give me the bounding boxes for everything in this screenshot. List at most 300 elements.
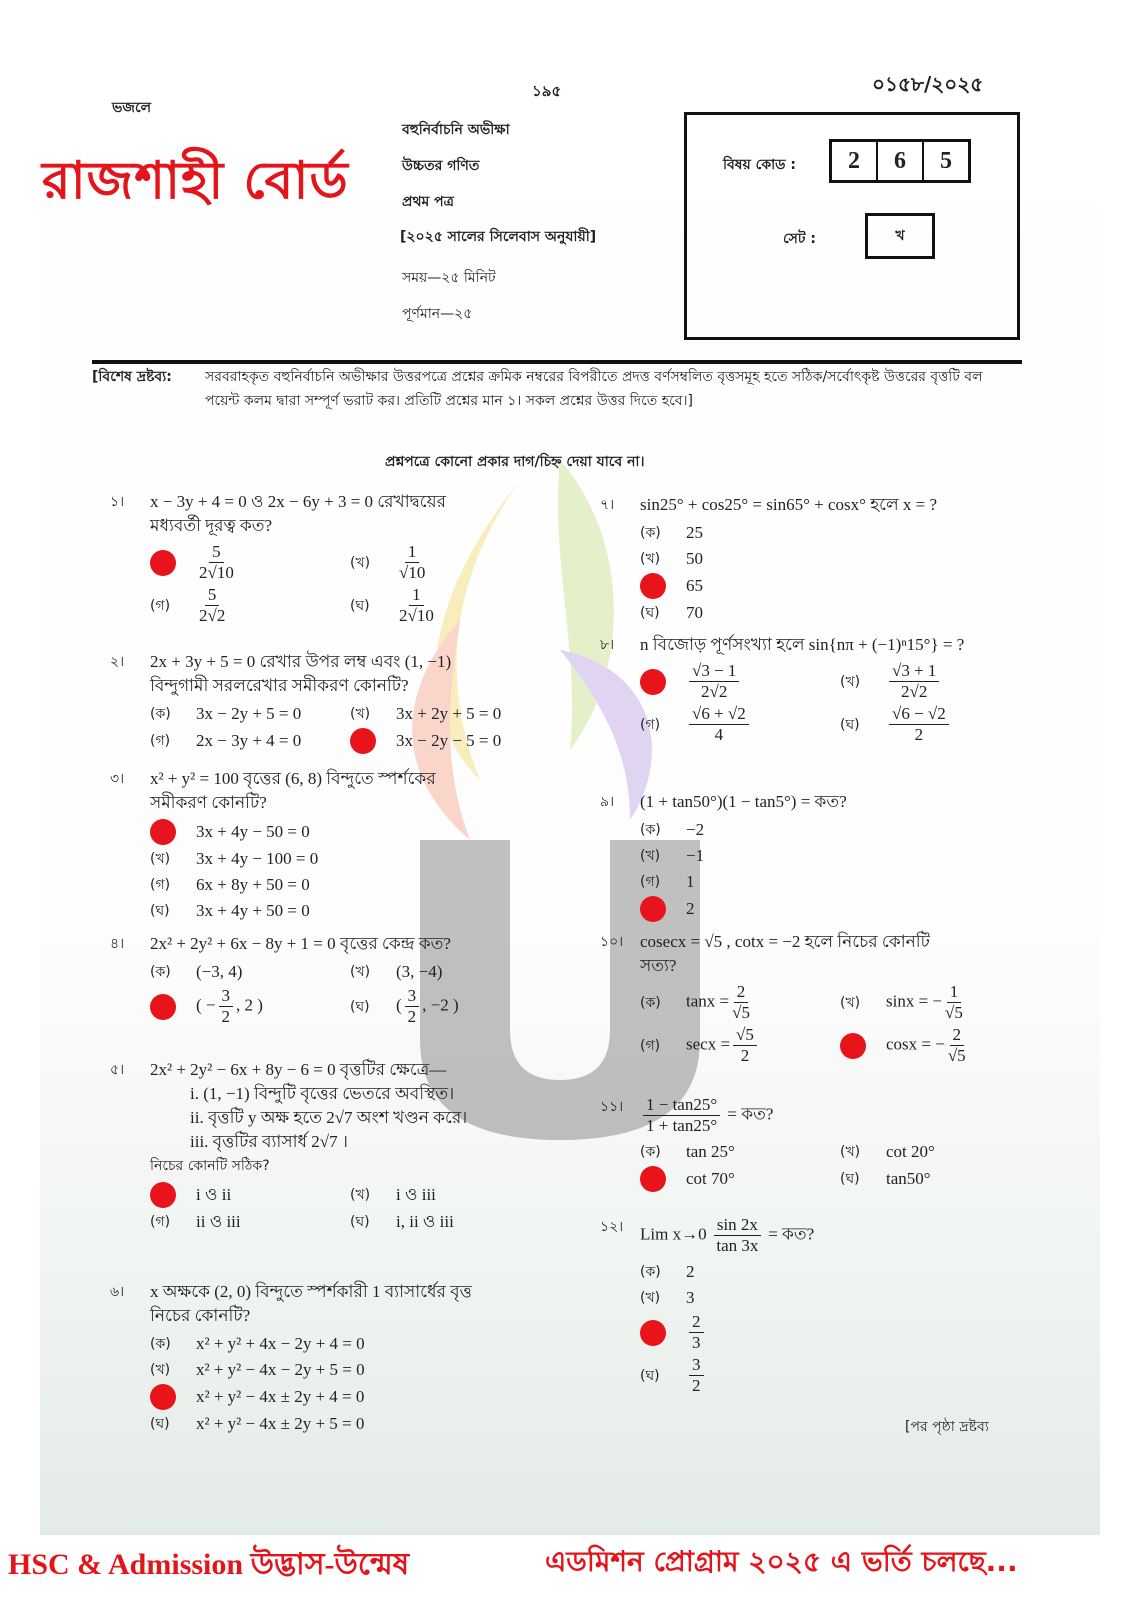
options <box>640 1260 1080 1396</box>
option-label: (ঘ) <box>640 605 660 621</box>
fraction <box>689 661 739 702</box>
option-text <box>196 1210 241 1234</box>
numerator: 3 <box>219 986 234 1007</box>
option-text <box>886 1025 969 1066</box>
stem-line: x² + y² = 100 বৃত্তের (6, 8) বিন্দুতে স্পর্শকের <box>150 769 436 788</box>
option-3[interactable] <box>640 1166 840 1192</box>
option-2[interactable] <box>840 661 1040 702</box>
stem-line: cosecx = √5 , cotx = −2 হলে নিচের কোনটি <box>640 932 930 951</box>
statement-item: iii. বৃত্তটির ব্যাসার্ধ 2√7 । <box>190 1132 348 1151</box>
set-label: সেট : <box>783 231 817 247</box>
option-2[interactable] <box>350 1182 550 1208</box>
option-2[interactable] <box>150 847 550 871</box>
fraction <box>199 585 225 626</box>
option-label: (খ) <box>640 551 661 567</box>
fraction <box>732 982 750 1023</box>
math-text: 2x − 3y + 4 = 0 <box>196 731 302 750</box>
math-text: (3, −4) <box>396 962 443 981</box>
option-2[interactable] <box>640 547 1040 571</box>
option-text <box>196 1358 365 1382</box>
question <box>110 767 590 923</box>
numerator: 2 <box>689 1312 704 1333</box>
option-1[interactable] <box>150 542 350 583</box>
option-text <box>686 547 703 571</box>
math-text: 3x + 4y − 50 = 0 <box>196 822 310 841</box>
option-3[interactable] <box>150 585 350 626</box>
option-label: (খ) <box>350 964 371 980</box>
fraction <box>199 542 234 583</box>
option-text <box>396 1183 436 1207</box>
option-text <box>396 702 501 726</box>
question-stem <box>150 932 590 956</box>
option-label: (খ) <box>840 1144 861 1160</box>
numerator: 3 <box>405 986 420 1007</box>
question-stem <box>640 493 1080 517</box>
question-stem <box>640 1215 1080 1256</box>
option-label: (গ) <box>640 874 661 890</box>
denominator: 3 <box>692 1333 701 1352</box>
option-text <box>396 585 437 626</box>
option-text <box>886 982 966 1023</box>
option-4[interactable] <box>150 899 550 923</box>
math-text: = কত? <box>723 1104 774 1124</box>
option-label: (গ) <box>150 877 171 893</box>
math-text: 3x − 2y + 5 = 0 <box>196 704 302 723</box>
question-number: ১২। <box>600 1219 624 1235</box>
stem-line: বিন্দুগামী সরলরেখার সমীকরণ কোনটি? <box>150 676 409 695</box>
option-1[interactable] <box>150 702 350 726</box>
option-text <box>196 542 237 583</box>
stem-line: x − 3y + 4 = 0 ও 2x − 6y + 3 = 0 রেখাদ্বয়ের <box>150 492 446 511</box>
option-text <box>686 870 695 894</box>
time: সময়—২৫ মিনিট <box>402 270 496 286</box>
option-1[interactable] <box>640 818 1040 842</box>
option-3[interactable] <box>640 704 840 745</box>
option-2[interactable] <box>840 1140 1040 1164</box>
option-label: (খ) <box>150 1362 171 1378</box>
math-text: n বিজোড় পূর্ণসংখ্যা হলে sin{nπ + (−1)ⁿ15°} = ? <box>640 635 965 654</box>
option-text <box>196 986 263 1027</box>
option-3[interactable] <box>640 1025 840 1066</box>
option-text <box>196 1332 365 1356</box>
option-4[interactable] <box>640 896 1040 922</box>
full-marks: পূর্ণমান—২৫ <box>402 306 473 322</box>
denominator: 4 <box>714 725 724 744</box>
option-label: (ক) <box>150 706 171 722</box>
option-label: (ক) <box>640 822 661 838</box>
option-label: (খ) <box>350 1187 371 1203</box>
math-text: 25 <box>686 523 703 542</box>
answer-marked-dot-icon <box>840 1033 866 1059</box>
math-text: 2x² + 2y² − 6x + 8y − 6 = 0 বৃত্তটির ক্ষেত্রে— <box>150 1060 447 1079</box>
question-stem <box>640 930 1080 978</box>
math-text: cot 70° <box>686 1169 735 1188</box>
option-3[interactable] <box>640 1312 1040 1353</box>
math-text: 6x + 8y + 50 = 0 <box>196 875 310 894</box>
fraction <box>689 1355 704 1396</box>
question <box>600 790 1080 922</box>
option-2[interactable] <box>150 1358 550 1382</box>
option-label: (গ) <box>640 1037 661 1054</box>
option-text <box>396 542 428 583</box>
code-digit: 6 <box>878 142 924 180</box>
paper: প্রথম পত্র <box>402 194 454 210</box>
option-text <box>686 897 695 921</box>
options <box>640 661 1080 745</box>
denominator: 2√2 <box>701 682 728 701</box>
option-4[interactable] <box>840 704 1040 745</box>
numerator: √6 − √2 <box>889 704 949 725</box>
question-stem <box>150 490 590 538</box>
option-label: (ঘ) <box>150 903 170 919</box>
code-digit: 2 <box>832 142 878 180</box>
question-number: ১০। <box>600 934 624 950</box>
math-text: x² + y² − 4x − 2y + 5 = 0 <box>196 1360 365 1379</box>
option-3[interactable] <box>640 573 1040 599</box>
option-3[interactable] <box>150 1210 350 1234</box>
option-1[interactable] <box>640 1260 1040 1284</box>
subject-code-label: বিষয় কোড : <box>723 157 796 173</box>
question-number: ২। <box>110 654 125 670</box>
math-text: 70 <box>686 603 703 622</box>
option-text <box>686 1355 707 1396</box>
option-4[interactable] <box>350 728 550 754</box>
option-4[interactable] <box>840 1166 1040 1192</box>
option-text <box>196 585 228 626</box>
question-stem <box>640 633 1080 657</box>
option-text <box>686 601 703 625</box>
fraction <box>399 542 425 583</box>
math-text: x² + y² − 4x ± 2y + 5 = 0 <box>196 1414 365 1433</box>
question-stem <box>640 1095 1080 1136</box>
syllabus: [২০২৫ সালের সিলেবাস অনুযায়ী] <box>400 229 597 245</box>
math-text: −1 <box>686 846 705 865</box>
option-text <box>686 704 752 745</box>
numerator: 1 <box>409 585 424 606</box>
question <box>110 1280 590 1436</box>
option-2[interactable] <box>840 982 1040 1023</box>
math-text: 50 <box>686 549 703 568</box>
option-label: (ক) <box>150 964 171 980</box>
fraction <box>889 704 949 745</box>
stem-line: নিচের কোনটি? <box>150 1306 251 1325</box>
option-text <box>886 1167 931 1191</box>
math-text: cot 20° <box>886 1142 935 1161</box>
numerator: √3 + 1 <box>889 661 939 682</box>
options <box>150 1332 590 1436</box>
option-3[interactable] <box>150 986 350 1027</box>
fraction <box>948 1025 966 1066</box>
math-text: Lim x→0 <box>640 1224 711 1244</box>
denominator: 2 <box>221 1007 230 1026</box>
option-1[interactable] <box>640 661 840 702</box>
numerator: 1 <box>947 982 962 1003</box>
option-1[interactable] <box>150 1182 350 1208</box>
option-3[interactable] <box>150 1384 550 1410</box>
option-text <box>686 1260 695 1284</box>
option-4[interactable] <box>350 986 550 1027</box>
option-label: (খ) <box>150 851 171 867</box>
math-text: ii ও iii <box>196 1212 241 1231</box>
option-4[interactable] <box>350 1210 550 1234</box>
fraction <box>219 986 234 1027</box>
question-number: ৫। <box>110 1062 125 1078</box>
math-text: cosx = − <box>886 1034 945 1054</box>
math-text: secx = <box>686 1034 731 1054</box>
question-stem <box>150 650 590 698</box>
warning-text: প্রশ্নপত্রে কোনো প্রকার দাগ/চিহ্ন দেয়া যাবে না। <box>385 454 645 470</box>
option-4[interactable] <box>150 1412 550 1436</box>
option-text <box>196 729 301 753</box>
statement-item: i. (1, −1) বিন্দুটি বৃত্তের ভেতরে অবস্থিত। <box>190 1084 455 1103</box>
question-number: ৯। <box>600 794 615 810</box>
fraction <box>733 1025 757 1066</box>
question-stem <box>640 790 1080 814</box>
option-3[interactable] <box>150 873 550 897</box>
option-text <box>686 1286 695 1310</box>
option-text <box>196 960 242 984</box>
notice-label: [বিশেষ দ্রষ্টব্য: <box>92 369 172 385</box>
fraction <box>689 1312 704 1353</box>
option-1[interactable] <box>640 982 840 1023</box>
option-label: (ক) <box>640 1264 661 1280</box>
option-label: (খ) <box>350 554 371 571</box>
option-4[interactable] <box>840 1025 1040 1066</box>
options <box>640 1140 1080 1192</box>
option-label: (খ) <box>640 1290 661 1306</box>
option-4[interactable] <box>350 585 550 626</box>
math-text: 1 <box>686 872 695 891</box>
question <box>600 930 1080 1066</box>
option-label: (ক) <box>640 994 661 1011</box>
denominator: 2 <box>692 1376 701 1395</box>
fraction <box>889 661 939 702</box>
option-text <box>196 1385 364 1409</box>
numerator: 3 <box>689 1355 704 1376</box>
option-text <box>686 1312 707 1353</box>
numerator: 5 <box>205 585 220 606</box>
math-text: ( − <box>196 995 216 1015</box>
math-text: i, ii ও iii <box>396 1212 454 1231</box>
math-text: 3x + 4y − 100 = 0 <box>196 849 319 868</box>
math-text: = কত? <box>763 1224 815 1244</box>
option-label: (খ) <box>350 706 371 722</box>
option-2[interactable] <box>350 702 550 726</box>
answer-marked-dot-icon <box>150 994 176 1020</box>
math-text: tanx = <box>686 991 730 1011</box>
options <box>640 982 1080 1066</box>
math-text: x² + y² + 4x − 2y + 4 = 0 <box>196 1334 365 1353</box>
math-text: , −2 ) <box>422 995 459 1015</box>
banner-right: এডমিশন প্রোগ্রাম ২০২৫ এ ভর্তি চলছে... <box>545 1545 1018 1578</box>
option-text <box>396 986 459 1027</box>
option-text <box>396 729 501 753</box>
answer-marked-dot-icon <box>150 1384 176 1410</box>
exam-type: বহুনির্বাচনি অভীক্ষা <box>402 122 510 138</box>
options <box>150 960 590 1027</box>
option-text <box>196 899 310 923</box>
subject-code-box <box>684 112 1020 340</box>
options <box>640 521 1080 625</box>
stem-line: সমীকরণ কোনটি? <box>150 793 267 812</box>
option-text <box>396 960 442 984</box>
fraction <box>643 1095 720 1136</box>
option-text <box>396 1210 454 1234</box>
option-label: (খ) <box>840 673 861 690</box>
numerator: √5 <box>733 1025 757 1046</box>
denominator: 2 <box>740 1046 750 1065</box>
corner-text: ভজলে <box>112 100 152 116</box>
question <box>600 633 1080 745</box>
numerator: 1 <box>405 542 420 563</box>
math-text: sinx = − <box>886 991 943 1011</box>
question-number: ৭। <box>600 497 615 513</box>
option-1[interactable] <box>640 1140 840 1164</box>
answer-marked-dot-icon <box>150 550 176 576</box>
option-text <box>686 818 704 842</box>
fraction <box>399 585 434 626</box>
option-label: (ঘ) <box>350 998 370 1015</box>
option-label: (গ) <box>150 1214 171 1230</box>
math-text: i ও ii <box>196 1185 232 1204</box>
board-title: রাজশাহী বোর্ড <box>42 151 349 211</box>
option-label: (ঘ) <box>150 1416 170 1432</box>
option-4[interactable] <box>640 1355 1040 1396</box>
option-1[interactable] <box>640 521 1040 545</box>
option-label: (ক) <box>640 1144 661 1160</box>
math-text: tan 25° <box>686 1142 735 1161</box>
question <box>110 1058 590 1234</box>
question <box>110 490 590 626</box>
option-label: (ক) <box>150 1336 171 1352</box>
code-digit: 5 <box>940 147 952 174</box>
denominator: √5 <box>945 1003 963 1022</box>
options <box>150 1182 590 1234</box>
option-label: (খ) <box>640 848 661 864</box>
answer-marked-dot-icon <box>640 669 666 695</box>
math-text: sin25° + cos25° = sin65° + cosx° হলে x = ? <box>640 495 938 514</box>
option-label: (ঘ) <box>350 1214 370 1230</box>
option-text <box>686 844 704 868</box>
question <box>600 1215 1080 1396</box>
option-4[interactable] <box>640 601 1040 625</box>
option-2[interactable] <box>350 960 550 984</box>
option-label: (ক) <box>640 525 661 541</box>
question-number: ৪। <box>110 936 125 952</box>
question <box>110 650 590 754</box>
option-text <box>196 847 318 871</box>
math-text: x² + y² − 4x ± 2y + 4 = 0 <box>196 1387 365 1406</box>
divider <box>92 360 1022 364</box>
numerator: √6 + √2 <box>689 704 749 725</box>
options <box>150 542 590 626</box>
denominator: 2√10 <box>199 563 234 582</box>
fraction <box>945 982 963 1023</box>
option-text <box>886 1140 935 1164</box>
option-1[interactable] <box>150 819 550 845</box>
option-label: (গ) <box>150 597 171 614</box>
option-label: (গ) <box>640 716 661 733</box>
answer-marked-dot-icon <box>150 819 176 845</box>
math-text: 3 <box>686 1288 695 1307</box>
math-text: 3x + 2y + 5 = 0 <box>396 704 502 723</box>
numerator: 2 <box>734 982 749 1003</box>
stem-line: সত্য? <box>640 956 677 975</box>
math-text: (1 + tan50°)(1 − tan5°) = কত? <box>640 792 847 811</box>
option-1[interactable] <box>150 960 350 984</box>
option-label: (ঘ) <box>840 716 860 733</box>
option-text <box>686 661 742 702</box>
option-text <box>686 521 703 545</box>
option-2[interactable] <box>350 542 550 583</box>
answer-marked-dot-icon <box>150 1182 176 1208</box>
subject-code-cells <box>829 139 971 183</box>
denominator: 2 <box>407 1007 417 1026</box>
question-stem <box>150 1058 590 1082</box>
denominator: tan 3x <box>716 1236 759 1255</box>
option-1[interactable] <box>150 1332 550 1356</box>
option-label: (খ) <box>840 994 861 1011</box>
option-3[interactable] <box>150 728 350 754</box>
date: ০১৫৮/২০২৫ <box>872 72 984 96</box>
denominator: 2 <box>914 725 924 744</box>
option-text <box>686 1025 760 1066</box>
math-text: tan50° <box>886 1169 931 1188</box>
answer-marked-dot-icon <box>350 728 376 754</box>
notice-text: সরবরাহকৃত বহুনির্বাচনি অভীক্ষার উত্তরপত্রে প্রশ্নের ক্রমিক নম্বরের বিপরীতে প্রদত্ত বর্ণসম্বলিত বৃত্তসমূহ হতে সঠিক/সর্বোৎকৃষ্ট উত্তরের বৃত্তটি বল পয়েন্ট কলম দ্বারা সম্পূর্ণ ভরাট কর। প্রতিটি প্রশ্নের মান ১। সকল প্রশ্নের উত্তর দিতে হবে।] <box>205 369 983 409</box>
math-text: (−3, 4) <box>196 962 243 981</box>
option-3[interactable] <box>640 870 1040 894</box>
math-text: i ও iii <box>396 1185 436 1204</box>
denominator: 2√2 <box>199 606 226 625</box>
answer-marked-dot-icon <box>640 573 666 599</box>
math-text: 3x − 2y − 5 = 0 <box>396 731 502 750</box>
math-text: , 2 ) <box>236 995 263 1015</box>
answer-marked-dot-icon <box>640 1166 666 1192</box>
option-text <box>886 704 952 745</box>
denominator: √10 <box>399 563 426 582</box>
stem-question: নিচের কোনটি সঠিক? <box>150 1158 270 1174</box>
option-2[interactable] <box>640 844 1040 868</box>
fraction <box>689 704 749 745</box>
options <box>640 818 1080 922</box>
option-text <box>196 1183 231 1207</box>
numerator: sin 2x <box>714 1215 761 1236</box>
option-2[interactable] <box>640 1286 1040 1310</box>
question-number: ৬। <box>110 1284 125 1300</box>
options <box>150 702 590 754</box>
statement-item: ii. বৃত্তটি y অক্ষ হতে 2√7 অংশ খণ্ডন করে। <box>190 1108 468 1127</box>
stem-line: মধ্যবর্তী দূরত্ব কত? <box>150 516 273 535</box>
math-text: 3x + 4y + 50 = 0 <box>196 901 310 920</box>
option-text <box>686 1167 735 1191</box>
question-stem <box>150 767 590 815</box>
math-text: −2 <box>686 820 705 839</box>
question <box>600 1095 1080 1192</box>
set-value: খ <box>895 228 905 244</box>
question <box>600 493 1080 625</box>
math-text: 2x² + 2y² + 6x − 8y + 1 = 0 বৃত্তের কেন্দ্র কত? <box>150 934 451 953</box>
denominator: √5 <box>947 1046 966 1065</box>
denominator: 2√2 <box>901 682 928 701</box>
denominator: 1 + tan25° <box>646 1116 718 1135</box>
numerator: 2 <box>950 1025 965 1046</box>
option-label: (ঘ) <box>350 597 370 614</box>
question-number: ১। <box>110 494 125 510</box>
option-label: (ঘ) <box>840 1171 860 1187</box>
set-box <box>865 213 935 259</box>
option-text <box>196 702 301 726</box>
